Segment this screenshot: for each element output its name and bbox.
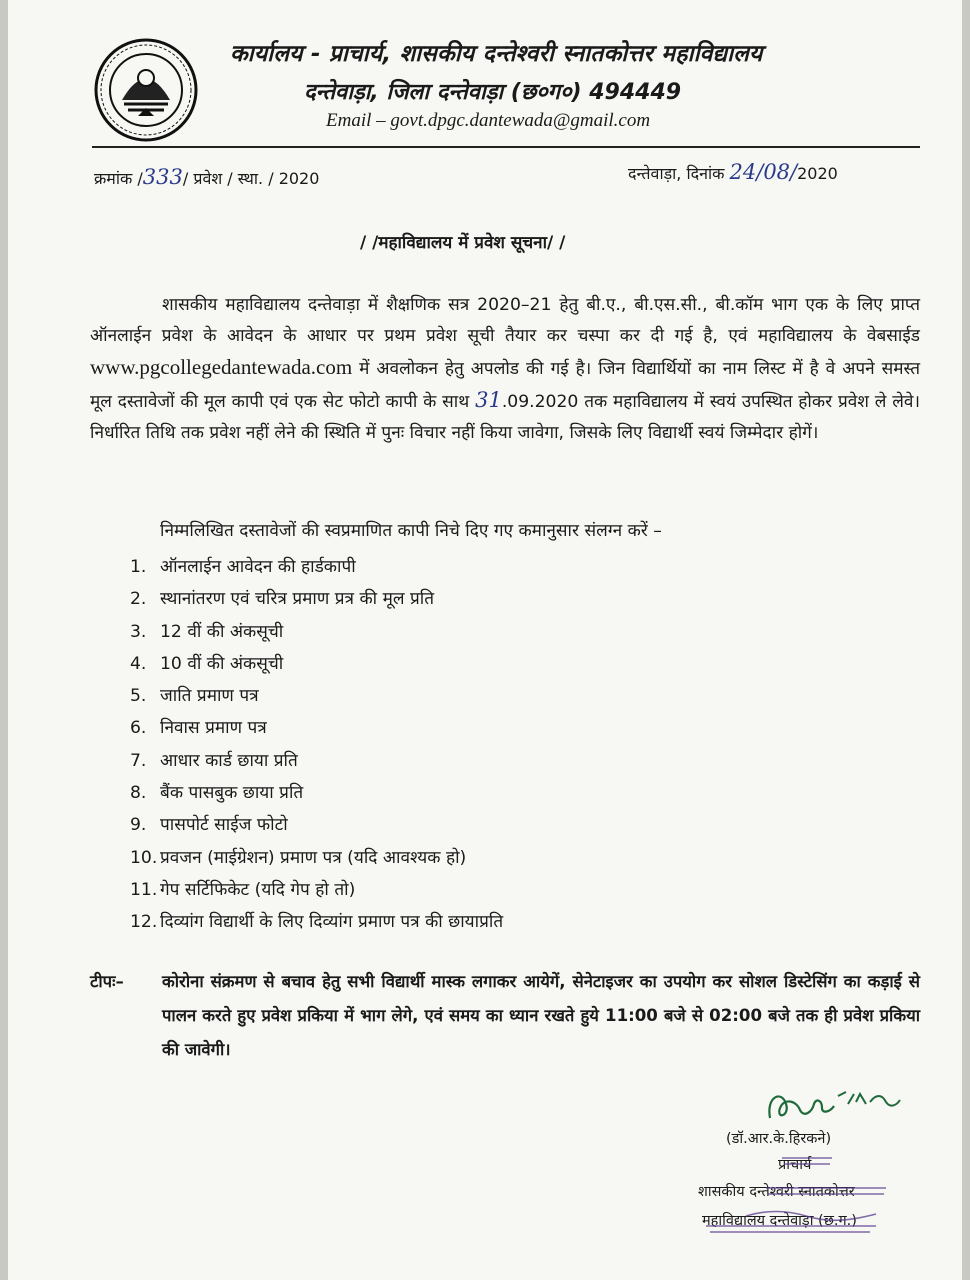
header-divider — [92, 146, 920, 148]
note-label: टीपः– — [90, 972, 124, 991]
list-item — [130, 874, 503, 906]
paragraph-part2: में अवलोकन हेतु अपलोड की गई है। जिन विद्यार्थियों का नाम लिस्ट में है वे अपने समस्त मूल दस्तावेजों की मूल कापी एवं एक सेट फोटो कापी के साथ — [90, 359, 920, 412]
college-emblem-logo — [94, 38, 198, 142]
signatory-title: प्राचार्य — [778, 1157, 812, 1173]
list-item-number: 10. — [130, 847, 158, 868]
list-item-number: 7. — [130, 750, 147, 771]
list-item-text: निवास प्रमाण पत्र — [160, 718, 267, 739]
list-item-text: 12 वीं की अंकसूची — [160, 621, 284, 642]
documents-intro: निम्मलिखित दस्तावेजों की स्वप्रमाणित कापी निचे दिए गए कमानुसार संलग्न करें – — [160, 521, 662, 541]
list-item-number: 3. — [130, 621, 147, 642]
paragraph-part3: तक महाविद्यालय में स्वयं उपस्थित होकर प्रवेश ले लेवे। निर्धारित तिथि तक प्रवेश नहीं लेने की स्थिति में पुनः विचार नहीं किया जावेगा, जिसके लिए विद्यार्थी स्वयं जिम्मेदार होगें। — [90, 392, 920, 443]
list-item-text: 10 वीं की अंकसूची — [160, 653, 284, 674]
list-item-text: गेप सर्टिफिकेट (यदि गेप हो तो) — [160, 879, 356, 900]
handwritten-deadline-day: 31 — [475, 388, 502, 412]
note-text: कोरोना संक्रमण से बचाव हेतु सभी विद्यार्थी मास्क लगाकर आयेगें, सेनेटाइजर का उपयोग कर सोशल डिस्टेसिंग का कड़ाई से पालन करते हुए प्रवेश प्रकिया में भाग लेगे, एवं समय का ध्यान रखते हुये 11:00 बजे से 02:00 बजे तक ही प्रवेश प्रकिया की जावेगी। — [162, 972, 920, 1059]
list-item-text: पासपोर्ट साईज फोटो — [160, 815, 288, 836]
deadline-date-rest: .09.2020 — [501, 392, 579, 412]
list-item-number: 12. — [130, 912, 158, 933]
notice-page — [8, 0, 962, 1280]
signatory-name: (डॉ.आर.के.हिरकने) — [726, 1131, 832, 1147]
list-item-number: 11. — [130, 879, 158, 900]
list-item — [130, 777, 503, 809]
list-item — [130, 745, 503, 777]
notice-paragraph — [90, 290, 920, 449]
list-item — [130, 616, 503, 648]
list-item-text: ऑनलाईन आवेदन की हार्डकापी — [160, 557, 356, 577]
list-item-number: 1. — [130, 557, 147, 577]
reference-suffix: / प्रवेश / स्था. / 2020 — [182, 169, 320, 188]
signatory-institution-line2: महाविद्यालय दन्तेवाड़ा (छ.ग.) — [702, 1213, 857, 1229]
place-date — [628, 160, 838, 184]
place-date-prefix: दन्तेवाड़ा, दिनांक — [628, 164, 725, 183]
date-year: 2020 — [797, 164, 838, 183]
list-item-text: प्रवजन (माईग्रेशन) प्रमाण पत्र (यदि आवश्यक हो) — [160, 847, 467, 868]
principal-signature — [756, 1082, 916, 1128]
list-item-text: दिव्यांग विद्यार्थी के लिए दिव्यांग प्रमाण पत्र की छायाप्रति — [160, 912, 504, 933]
notice-subject: / /महाविद्यालय में प्रवेश सूचना/ / — [360, 233, 566, 253]
list-item-number: 4. — [130, 653, 147, 674]
list-item-number: 2. — [130, 589, 147, 610]
handwritten-date: 24/08/ — [729, 160, 798, 184]
list-item-text: स्थानांतरण एवं चरित्र प्रमाण प्रत्र की मूल प्रति — [160, 589, 435, 610]
office-email: Email – govt.dpgc.dantewada@gmail.com — [326, 110, 651, 131]
list-item — [130, 551, 503, 583]
list-item — [130, 712, 503, 744]
covid-note — [90, 965, 920, 1067]
paragraph-part1: शासकीय महाविद्यालय दन्तेवाड़ा में शैक्षणिक सत्र 2020–21 हेतु बी.ए., बी.एस.सी., बी.कॉम भाग एक के लिए प्राप्त ऑनलाईन प्रवेश के आवेदन के आधार पर प्रथम प्रवेश सूची तैयार कर चस्पा कर दी गई है, एवं महाविद्यालय के वेबसाईड — [90, 295, 920, 346]
list-item — [130, 842, 503, 874]
list-item-text: बैंक पासबुक छाया प्रति — [160, 783, 304, 804]
reference-number — [94, 165, 319, 189]
handwritten-reference-number: 333 — [142, 165, 183, 189]
list-item-number: 5. — [130, 686, 147, 707]
list-item-number: 9. — [130, 815, 147, 836]
list-item — [130, 583, 503, 615]
official-stamp — [686, 1146, 916, 1241]
list-item-number: 6. — [130, 718, 147, 739]
signatory-institution-line1: शासकीय दन्तेश्वरी स्नातकोत्तर — [698, 1184, 855, 1200]
list-item-text: आधार कार्ड छाया प्रति — [160, 750, 298, 771]
list-item — [130, 648, 503, 680]
list-item — [130, 906, 503, 938]
college-website: www.pgcollegedantewada.com — [90, 355, 353, 379]
list-item — [130, 809, 503, 841]
office-address: दन्तेवाड़ा, जिला दन्तेवाड़ा (छ०ग०) 494449 — [304, 80, 682, 105]
reference-prefix: क्रमांक / — [94, 169, 143, 188]
list-item-text: जाति प्रमाण पत्र — [160, 686, 259, 707]
documents-list — [130, 551, 503, 939]
office-title: कार्यालय - प्राचार्य, शासकीय दन्तेश्वरी स्नातकोत्तर महाविद्यालय — [230, 41, 763, 67]
list-item-number: 8. — [130, 783, 147, 804]
list-item — [130, 680, 503, 712]
